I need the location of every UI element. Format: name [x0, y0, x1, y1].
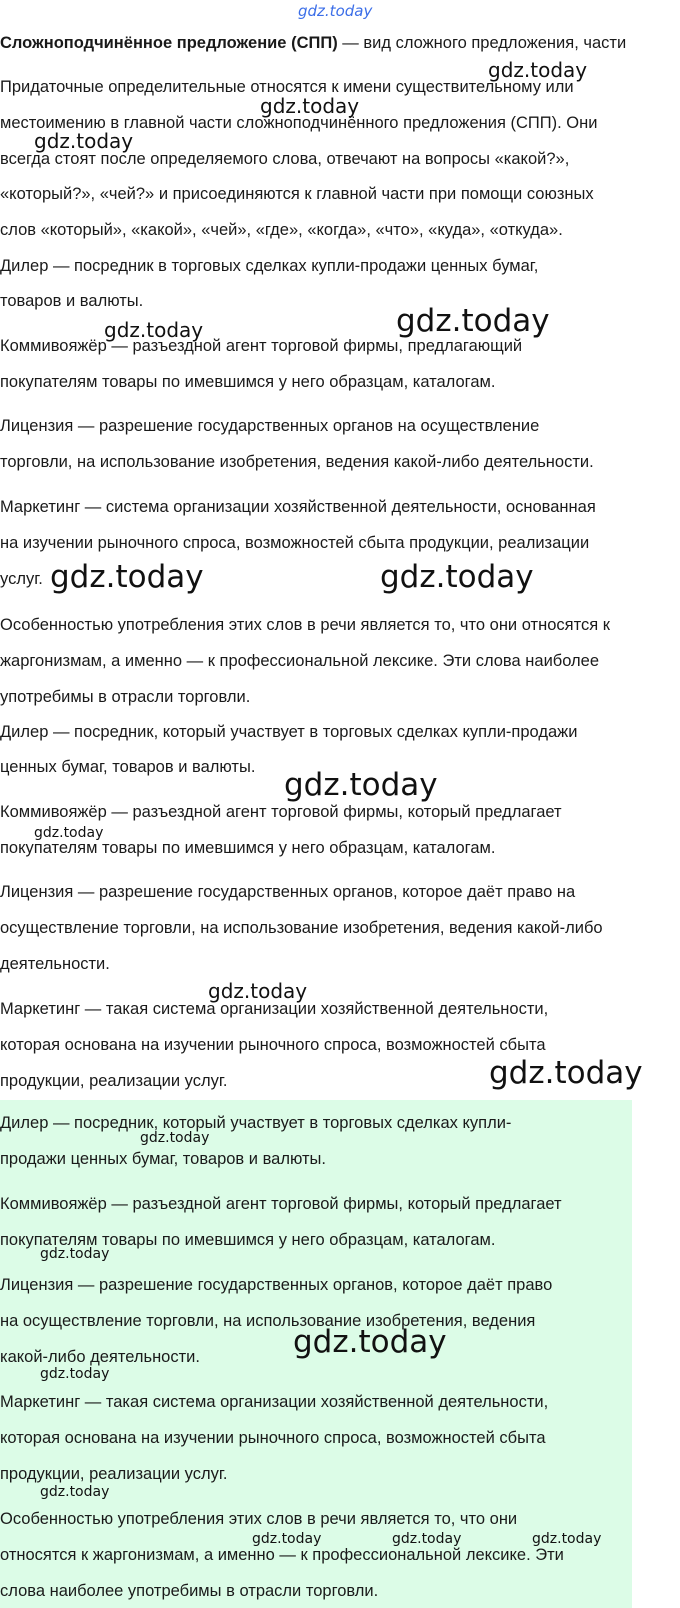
watermark: gdz.today	[380, 559, 534, 595]
theory-line: местоимению в главной части сложноподчинённого предложения (СПП). Они	[0, 114, 598, 132]
rewritten-line: осуществление торговли, на использование изобретения, ведения какой-либо	[0, 919, 603, 937]
answer-line: Коммивояжёр — разъездной агент торговой фирмы, который предлагает	[0, 1195, 562, 1213]
watermark: gdz.today	[489, 1055, 643, 1091]
rewritten-line: ценных бумаг, товаров и валюты.	[0, 758, 256, 776]
answer-line: продажи ценных бумаг, товаров и валюты.	[0, 1150, 326, 1168]
rewritten-line: Дилер — посредник, который участвует в торговых сделках купли-продажи	[0, 723, 578, 741]
answer-line: Особенностью употребления этих слов в речи является то, что они	[0, 1510, 518, 1528]
watermark: gdz.today	[252, 1531, 322, 1547]
watermark: gdz.today	[284, 767, 438, 803]
definition-line: на изучении рыночного спроса, возможностей сбыта продукции, реализации	[0, 534, 590, 552]
answer-line: Лицензия — разрешение государственных органов, которое даёт право	[0, 1276, 553, 1294]
answer-line: слова наиболее употребимы в отрасли торговли.	[0, 1582, 379, 1600]
definition-line: Маркетинг — система организации хозяйственной деятельности, основанная	[0, 498, 596, 516]
answer-line: на осуществление торговли, на использование изобретения, ведения	[0, 1312, 536, 1330]
answer-line: покупателям товары по имевшимся у него образцам, каталогам.	[0, 1231, 496, 1249]
rewritten-line: Лицензия — разрешение государственных органов, которое даёт право на	[0, 883, 576, 901]
watermark: gdz.today	[34, 129, 134, 153]
answer-line: Маркетинг — такая система организации хозяйственной деятельности,	[0, 1393, 549, 1411]
definition-line: Лицензия — разрешение государственных органов на осуществление	[0, 417, 540, 435]
definition-line: покупателям товары по имевшимся у него образцам, каталогам.	[0, 373, 496, 391]
rewritten-line: продукции, реализации услуг.	[0, 1072, 228, 1090]
watermark: gdz.today	[298, 2, 373, 20]
definition-line: торговли, на использование изобретения, ведения какой-либо деятельности.	[0, 453, 594, 471]
watermark: gdz.today	[488, 58, 588, 82]
watermark: gdz.today	[50, 559, 204, 595]
theory-line: «который?», «чей?» и присоединяются к главной части при помощи союзных	[0, 185, 594, 203]
watermark: gdz.today	[392, 1531, 462, 1547]
theory-line: слов «который», «какой», «чей», «где», «когда», «что», «куда», «откуда».	[0, 221, 563, 239]
watermark: gdz.today	[104, 318, 204, 342]
theory-line: всегда стоят после определяемого слова, отвечают на вопросы «какой?»,	[0, 150, 570, 168]
watermark: gdz.today	[140, 1130, 210, 1146]
watermark: gdz.today	[40, 1366, 110, 1382]
note-line: употребимы в отрасли торговли.	[0, 688, 251, 706]
answer-line: Дилер — посредник, который участвует в торговых сделках купли-	[0, 1114, 512, 1132]
watermark: gdz.today	[40, 1246, 110, 1262]
definition-line: товаров и валюты.	[0, 292, 144, 310]
intro-line	[0, 34, 626, 53]
watermark: gdz.today	[208, 979, 308, 1003]
watermark: gdz.today	[34, 825, 104, 841]
answer-line: продукции, реализации услуг.	[0, 1465, 228, 1483]
note-line: жаргонизмам, а именно — к профессиональной лексике. Эти слова наиболее	[0, 652, 600, 670]
answer-line: которая основана на изучении рыночного спроса, возможностей сбыта	[0, 1429, 546, 1447]
intro-rest: — вид сложного предложения, части	[337, 34, 627, 52]
rewritten-line: Коммивояжёр — разъездной агент торговой фирмы, который предлагает	[0, 803, 562, 821]
definition-line: Коммивояжёр — разъездной агент торговой фирмы, предлагающий	[0, 337, 523, 355]
rewritten-line: которая основана на изучении рыночного спроса, возможностей сбыта	[0, 1036, 546, 1054]
rewritten-line: покупателям товары по имевшимся у него образцам, каталогам.	[0, 839, 496, 857]
rewritten-line: Маркетинг — такая система организации хозяйственной деятельности,	[0, 1000, 549, 1018]
watermark: gdz.today	[532, 1531, 602, 1547]
answer-line: относятся к жаргонизмам, а именно — к профессиональной лексике. Эти	[0, 1546, 564, 1564]
rewritten-line: деятельности.	[0, 955, 110, 973]
theory-line: Придаточные определительные относятся к имени существительному или	[0, 78, 574, 96]
watermark: gdz.today	[293, 1324, 447, 1360]
definition-line: услуг.	[0, 570, 43, 588]
watermark: gdz.today	[260, 94, 360, 118]
note-line: Особенностью употребления этих слов в речи является то, что они относятся к	[0, 616, 610, 634]
watermark: gdz.today	[40, 1484, 110, 1500]
watermark: gdz.today	[396, 303, 550, 339]
answer-line: какой-либо деятельности.	[0, 1348, 200, 1366]
intro-term: Сложноподчинённое предложение (СПП)	[0, 34, 338, 52]
definition-line: Дилер — посредник в торговых сделках купли-продажи ценных бумаг,	[0, 257, 539, 275]
